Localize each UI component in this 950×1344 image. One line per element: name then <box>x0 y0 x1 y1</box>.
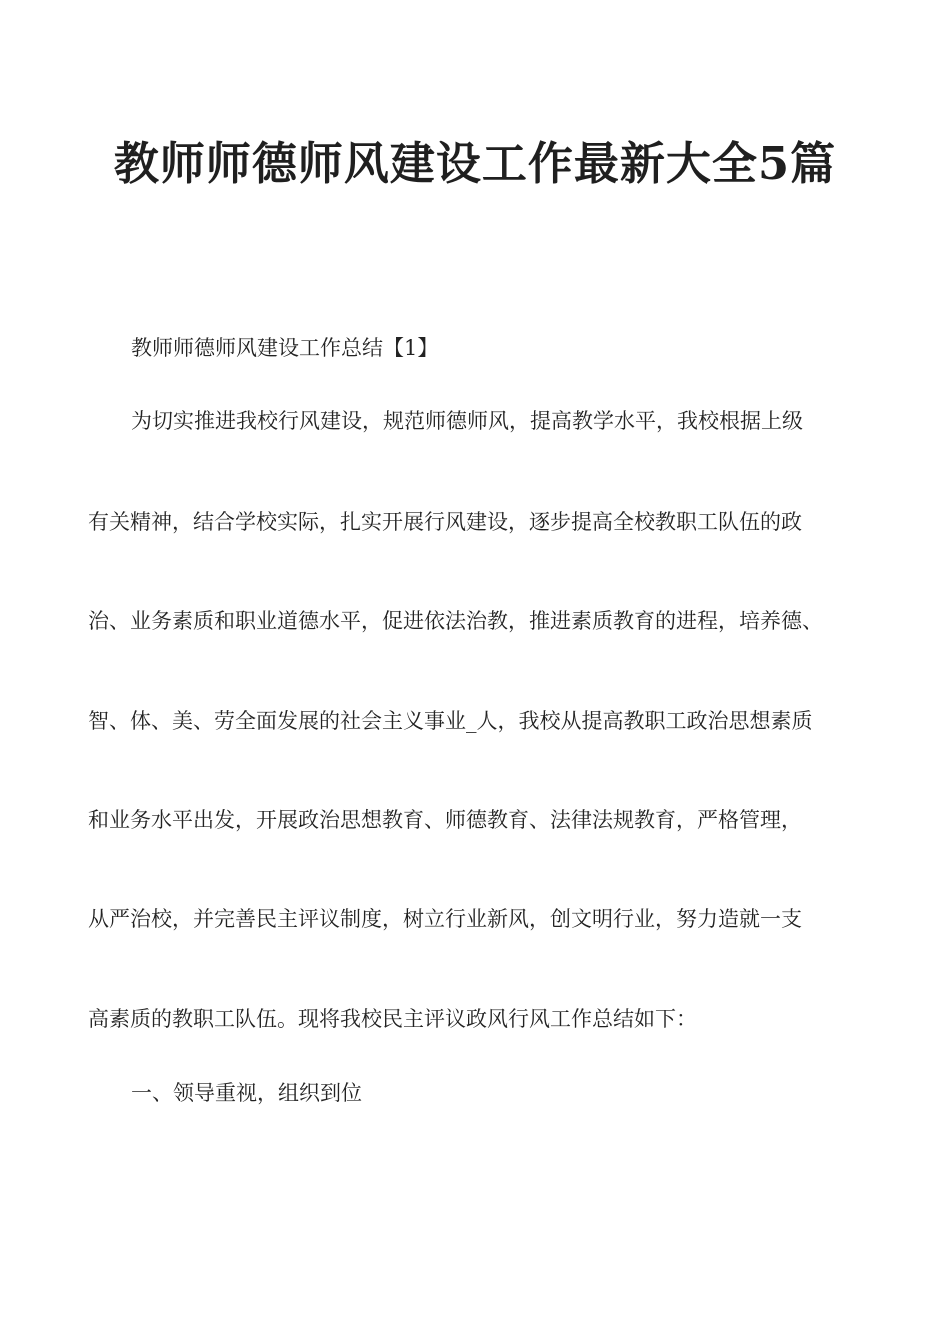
paragraph-line-7: 高素质的教职工队伍。现将我校民主评议政风行风工作总结如下： <box>88 1007 697 1031</box>
paragraph-line-2: 有关精神，结合学校实际，扎实开展行风建设，逐步提高全校教职工队伍的政 <box>88 510 802 534</box>
paragraph-line-3: 治、业务素质和职业道德水平，促进依法治教，推进素质教育的进程，培养德、 <box>88 609 823 633</box>
section-heading: 教师师德师风建设工作总结【1】 <box>131 336 439 360</box>
paragraph-line-4: 智、体、美、劳全面发展的社会主义事业_人，我校从提高教职工政治思想素质 <box>88 709 813 733</box>
paragraph-line-6: 从严治校，并完善民主评议制度，树立行业新风，创文明行业，努力造就一支 <box>88 907 802 931</box>
paragraph-line-1: 为切实推进我校行风建设，规范师德师风，提高教学水平，我校根据上级 <box>131 409 803 433</box>
document-title: 教师师德师风建设工作最新大全5篇 <box>113 137 837 190</box>
subheading: 一、领导重视，组织到位 <box>131 1081 362 1105</box>
paragraph-line-5: 和业务水平出发，开展政治思想教育、师德教育、法律法规教育，严格管理， <box>88 808 802 832</box>
